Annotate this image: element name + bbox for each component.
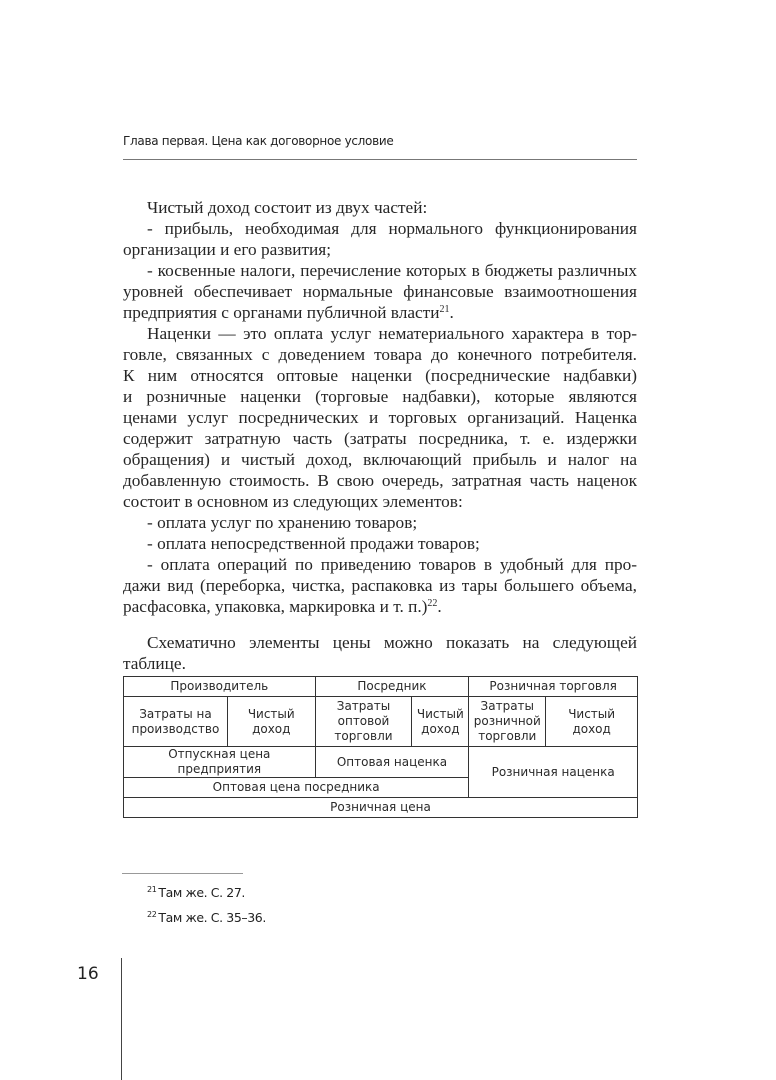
text-line: состоит в основном из следующих элементов:	[123, 492, 463, 511]
table-row	[124, 677, 638, 697]
text: предприятия с органами публичной власти	[123, 303, 440, 322]
table-row	[124, 798, 638, 818]
text: расфасовка, упаковка, маркировка и т. п.)	[123, 597, 428, 616]
text-line: добавленную стоимость. В свою очередь, затратная часть наценок	[123, 471, 637, 490]
footnote-ref[interactable]: 22	[427, 598, 438, 609]
footnote-text: Там же. С. 35–36.	[158, 910, 266, 925]
footnote-number: 21	[147, 885, 157, 894]
table-intro	[123, 632, 637, 674]
table-cell: Посредник	[315, 677, 469, 697]
text-line: - оплата услуг по хранению товаров;	[147, 513, 418, 532]
table-cell: Чистый доход	[546, 697, 638, 747]
text-line	[123, 302, 637, 323]
table-row	[124, 747, 638, 778]
text-line: уровней обеспечивает нормальные финансовые взаимоотношения	[123, 282, 637, 301]
text-line: - прибыль, необходимая для нормального функционирования	[147, 219, 637, 238]
footnote-text: Там же. С. 27.	[158, 885, 245, 900]
footnote-number: 22	[147, 910, 157, 919]
table-cell: Производитель	[124, 677, 316, 697]
text-line: обращения) и чистый доход, включающий прибыль и налог на	[123, 450, 637, 469]
text-line: говле, связанных с доведением товара до конечного потребителя.	[123, 345, 637, 364]
text-line: - косвенные налоги, перечисление которых в бюджеты различных	[147, 261, 637, 280]
table-cell: Розничная наценка	[469, 747, 638, 798]
text-line: дажи вид (переборка, чистка, распаковка из тары большего объема,	[123, 576, 637, 595]
page-number: 16	[77, 964, 99, 984]
text-line: Схематично элементы цены можно показать на следующей	[147, 633, 637, 652]
table-cell: Затраты на производство	[124, 697, 228, 747]
table-row	[124, 697, 638, 747]
footnote	[147, 885, 245, 900]
text-line: и розничные наценки (торговые надбавки), которые являются	[123, 387, 637, 406]
text-line: организации и его развития;	[123, 240, 332, 259]
text-line: - оплата непосредственной продажи товаров;	[147, 534, 480, 553]
table-cell: Затраты оптовой торговли	[315, 697, 412, 747]
table-cell: Затраты розничной торговли	[469, 697, 546, 747]
text-line: К ним относятся оптовые наценки (посреднические надбавки)	[123, 366, 637, 385]
footnote	[147, 910, 266, 925]
text-line: таблице.	[123, 654, 186, 673]
footnote-ref[interactable]: 21	[439, 304, 450, 315]
table-cell: Отпускная цена предприятия	[124, 747, 316, 778]
table-cell: Розничная торговля	[469, 677, 638, 697]
header-divider	[123, 159, 637, 160]
price-elements-table	[123, 676, 638, 818]
table-cell: Оптовая наценка	[315, 747, 469, 778]
table-cell: Оптовая цена посредника	[124, 778, 469, 798]
text-line: - оплата операций по приведению товаров в удобный для про-	[147, 555, 637, 574]
text-line: Чистый доход состоит из двух частей:	[147, 198, 428, 217]
body-text	[123, 197, 637, 617]
running-header: Глава первая. Цена как договорное условие	[123, 134, 394, 148]
table-cell: Чистый доход	[227, 697, 315, 747]
text-line: ценами услуг посреднических и торговых организаций. Наценка	[123, 408, 637, 427]
margin-rule	[121, 958, 122, 1080]
text: .	[437, 597, 442, 616]
table-cell: Чистый доход	[412, 697, 469, 747]
text-line: Наценки — это оплата услуг нематериального характера в тор-	[147, 324, 637, 343]
table-cell: Розничная цена	[124, 798, 638, 818]
text-line: содержит затратную часть (затраты посредника, т. е. издержки	[123, 429, 637, 448]
footnote-divider	[122, 873, 243, 874]
text-line	[123, 596, 637, 617]
text: .	[449, 303, 454, 322]
